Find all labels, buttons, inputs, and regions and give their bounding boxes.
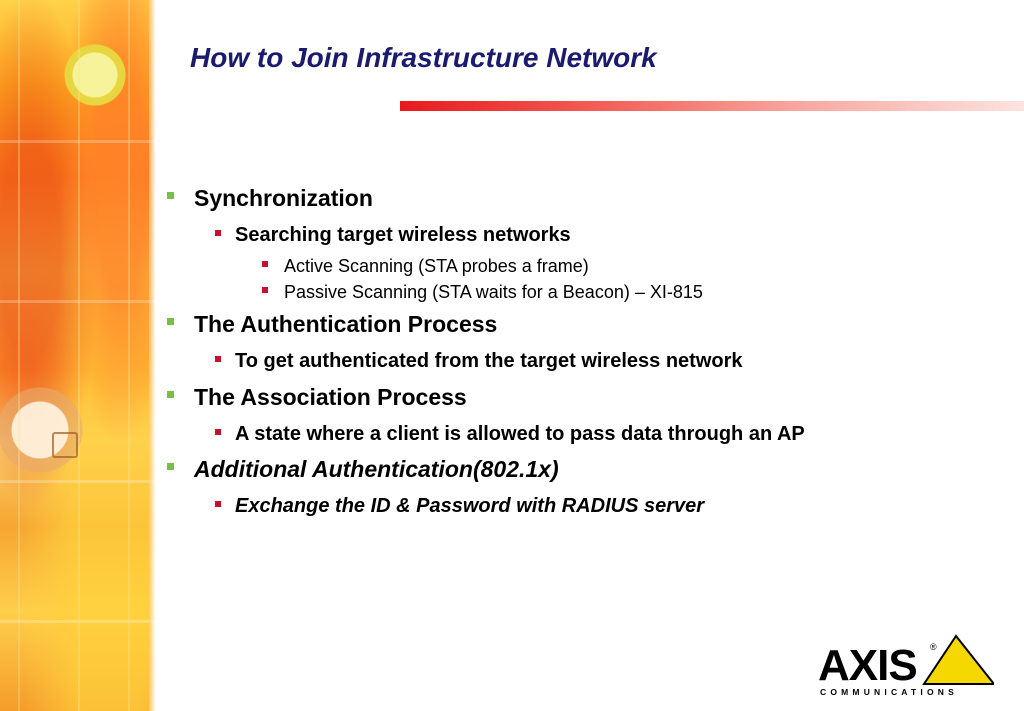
bullet-passive-scanning [284,282,703,303]
bullet-text: A state where a client is allowed to pass data through an AP [235,423,805,445]
decorative-side-artwork [0,0,155,711]
bullet-active-scanning [284,256,589,277]
slide-title: How to Join Infrastructure Network [190,42,657,73]
red-square-bullet-icon [215,230,221,236]
bullet-pass-data-state [235,423,805,446]
bullet-text: Active Scanning (STA probes a frame) [284,256,589,276]
bullet-text: Exchange the ID & Password with RADIUS server [235,495,705,517]
bullet-additional-authentication [194,456,559,483]
bullet-synchronization [194,185,373,212]
red-square-bullet-icon [215,429,221,435]
logo-brand-text: AXIS [818,641,917,690]
bullet-association-process [194,384,467,411]
bullet-text: Synchronization [194,185,373,211]
bullet-text: The Association Process [194,384,467,410]
red-square-bullet-icon [262,287,268,293]
bullet-text: The Authentication Process [194,311,498,337]
red-square-bullet-icon [215,356,221,362]
title-accent-rule [400,101,1024,111]
bullet-text: Additional Authentication(802.1x) [194,456,559,482]
bullet-get-authenticated [235,350,743,373]
green-square-bullet-icon [167,192,174,199]
axis-communications-logo [818,632,994,698]
bullet-authentication-process [194,311,497,338]
green-square-bullet-icon [167,391,174,398]
decorative-square-icon [52,432,78,458]
bullet-text: Passive Scanning (STA waits for a Beacon) – XI-815 [284,282,703,302]
bullet-searching-networks [235,224,571,247]
bullet-text: To get authenticated from the target wireless network [235,350,743,372]
green-square-bullet-icon [167,318,174,325]
red-square-bullet-icon [215,501,221,507]
red-square-bullet-icon [262,261,268,267]
bullet-exchange-id-password [235,495,704,518]
logo-sub-text: COMMUNICATIONS [820,687,958,697]
green-square-bullet-icon [167,463,174,470]
logo-registered-mark: ® [930,642,937,652]
bullet-text: Searching target wireless networks [235,224,571,246]
